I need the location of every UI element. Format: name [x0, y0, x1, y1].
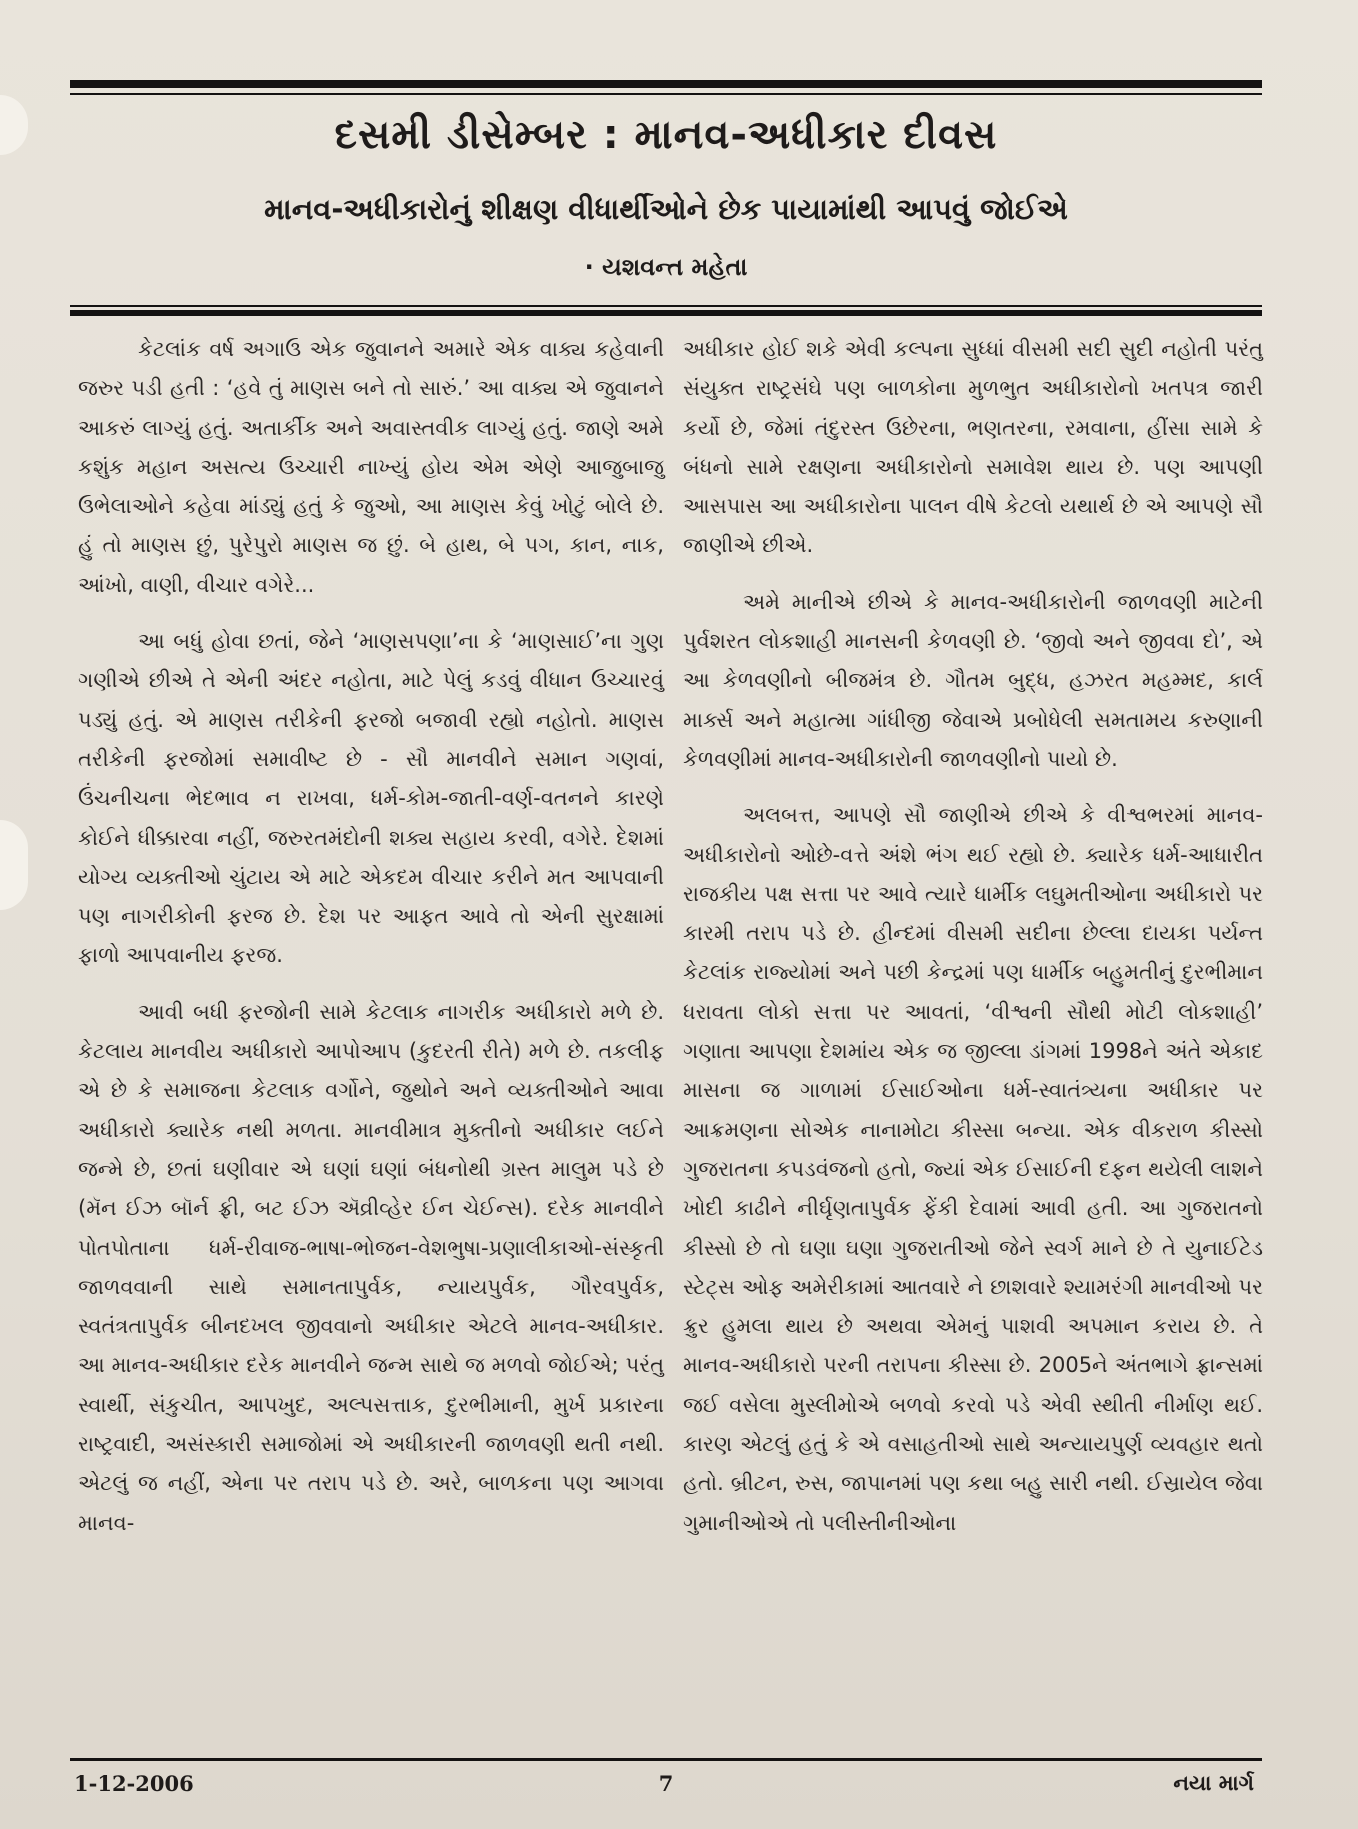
- paragraph: આવી બધી ફરજોની સામે કેટલાક નાગરીક અધીકારો મળે છે. કેટલાય માનવીય અધીકારો આપોઆપ (કુદરતી રીતે) મળે છે. તકલીફ એ છે કે સમાજના કેટલાક વર્ગોને, જુથોને અને વ્યક્તીઓને આવા અધીકારો ક્યારેક નથી મળતા. માનવીમાત્ર મુક્તીનો અધીકાર લઈને જન્મે છે, છતાં ઘણીવાર એ ઘણાં ઘણાં બંધનોથી ગ્રસ્ત માલુમ પડે છે (મૅન ઈઝ બૉર્ન ફ્રી, બટ ઈઝ ઍવ્રીવ્હેર ઈન ચેઈન્સ). દરેક માનવીને પોતપોતાના ધર્મ-રીવાજ-ભાષા-ભોજન-વેશભુષા-પ્રણાલીકાઓ-સંસ્કૃતી જાળવવાની સાથે સમાનતાપુર્વક, ન્યાયપુર્વક, ગૌરવપુર્વક, સ્વતંત્રતાપુર્વક બીનદખલ જીવવાનો અધીકાર એટલે માનવ-અધીકાર. આ માનવ-અધીકાર દરેક માનવીને જન્મ સાથે જ મળવો જોઈએ; પરંતુ સ્વાર્થી, સંકુચીત, આપખુદ, અલ્પસત્તાક, દુરભીમાની, મુર્ખ પ્રકારના રાષ્ટ્રવાદી, અસંસ્કારી સમાજોમાં એ અધીકારની જાળવણી થતી નથી. એટલું જ નહીં, એના પર તરાપ પડે છે. અરે, બાળકના પણ આગવા માનવ-: [78, 999, 664, 1535]
- paragraph: અધીકાર હોઈ શકે એવી કલ્પના સુધ્ધાં વીસમી સદી સુદી નહોતી પરંતુ સંયુક્ત રાષ્ટ્રસંઘે પણ બાળકોના મુળભુત અધીકારોનો ખતપત્ર જારી કર્યો છે, જેમાં તંદુરસ્ત ઉછેરના, ભણતરના, રમવાના, હીંસા સામે કે બંધનો સામે રક્ષણના અધીકારોનો સમાવેશ થાય છે. પણ આપણી આસપાસ આ અધીકારોના પાલન વીષે કેટલો યથાર્થ છે એ આપણે સૌ જાણીએ છીએ.: [683, 337, 1263, 558]
- magazine-name: નયા માર્ગ: [1173, 1771, 1254, 1795]
- right-column: [683, 330, 1263, 1560]
- paragraph: કેટલાંક વર્ષ અગાઉ એક જુવાનને અમારે એક વાક્ય કહેવાની જરુર પડી હતી : ‘હવે તું માણસ બને તો સારું.’ આ વાક્ય એ જુવાનને આકરું લાગ્યું હતું. અતાર્કીક અને અવાસ્તવીક લાગ્યું હતું. જાણે અમે કશુંક મહાન અસત્ય ઉચ્ચારી નાખ્યું હોય એમ એણે આજુબાજુ ઉભેલાઓને કહેવા માંડ્યું હતું કે જુઓ, આ માણસ કેવું ખોટું બોલે છે. હું તો માણસ છું, પુરેપુરો માણસ જ છું. બે હાથ, બે પગ, કાન, નાક, આંખો, વાણી, વીચાર વગેરે...: [78, 337, 664, 597]
- header-bottom-rule-thin: [70, 305, 1262, 307]
- article-author: · યશવન્ત મહેતા: [584, 253, 748, 281]
- top-rule-thin: [70, 93, 1262, 95]
- article-header: [70, 100, 1262, 281]
- paragraph: અમે માનીએ છીએ કે માનવ-અધીકારોની જાળવણી માટેની પુર્વશરત લોકશાહી માનસની કેળવણી છે. ‘જીવો અને જીવવા દો’, એ આ કેળવણીનો બીજમંત્ર છે. ગૌતમ બુદ્ધ, હઝરત મહમ્મદ, કાર્લ માર્ક્સ અને મહાત્મા ગાંધીજી જેવાએ પ્રબોધેલી સમતામય કરુણાની કેળવણીમાં માનવ-અધીકારોની જાળવણીનો પાયો છે.: [683, 589, 1263, 771]
- binding-hole: [0, 95, 28, 155]
- issue-date: 1-12-2006: [74, 1771, 194, 1796]
- page-footer: [70, 1771, 1262, 1801]
- page-number: 7: [658, 1771, 674, 1796]
- top-rule: [70, 80, 1262, 88]
- header-bottom-rule: [70, 310, 1262, 316]
- article-title: દસમી ડીસેમ્બર : માનવ-અધીકાર દીવસ: [334, 112, 998, 158]
- footer-rule: [70, 1758, 1262, 1761]
- paragraph: આ બધું હોવા છતાં, જેને ‘માણસપણા’ના કે ‘માણસાઈ’ના ગુણ ગણીએ છીએ તે એની અંદર નહોતા, માટે પેલું કડવું વીધાન ઉચ્ચારવું પડ્યું હતું. એ માણસ તરીકેની ફરજો બજાવી રહ્યો નહોતો. માણસ તરીકેની ફરજોમાં સમાવીષ્ટ છે - સૌ માનવીને સમાન ગણવાં, ઉંચનીચના ભેદભાવ ન રાખવા, ધર્મ-કોમ-જાતી-વર્ણ-વતનને કારણે કોઈને ધીક્કારવા નહીં, જરુરતમંદોની શક્ય સહાય કરવી, વગેરે. દેશમાં યોગ્ય વ્યક્તીઓ ચુંટાય એ માટે એકદમ વીચાર કરીને મત આપવાની પણ નાગરીકોની ફરજ છે. દેશ પર આફત આવે તો એની સુરક્ષામાં ફાળો આપવાનીય ફરજ.: [78, 629, 664, 968]
- binding-hole: [0, 820, 28, 910]
- left-column: [78, 330, 664, 1560]
- paragraph: અલબત્ત, આપણે સૌ જાણીએ છીએ કે વીશ્વભરમાં માનવ-અધીકારોનો ઓછે-વત્તે અંશે ભંગ થઈ રહ્યો છે. ક્યારેક ધર્મ-આધારીત રાજકીય પક્ષ સત્તા પર આવે ત્યારે ધાર્મીક લઘુમતીઓના અધીકારો પર કારમી તરાપ પડે છે. હીન્દમાં વીસમી સદીના છેલ્લા દાયકા પર્યન્ત કેટલાંક રાજ્યોમાં અને પછી કેન્દ્રમાં પણ ધાર્મીક બહુમતીનું દુરભીમાન ધરાવતા લોકો સત્તા પર આવતાં, ‘વીશ્વની સૌથી મોટી લોકશાહી’ ગણાતા આપણા દેશમાંય એક જ જીલ્લા ડાંગમાં 1998ને અંતે એકાદ માસના જ ગાળામાં ઈસાઈઓના ધર્મ-સ્વાતંત્ર્યના અધીકાર પર આક્રમણના સોએક નાનામોટા કીસ્સા બન્યા. એક વીકરાળ કીસ્સો ગુજરાતના કપડવંજનો હતો, જ્યાં એક ઈસાઈની દફન થયેલી લાશને ખોદી કાઢીને નીર્ઘૃણતાપુર્વક ફેંકી દેવામાં આવી હતી. આ ગુજરાતનો કીસ્સો છે તો ઘણા ઘણા ગુજરાતીઓ જેને સ્વર્ગ માને છે તે યુનાઈટેડ સ્ટેટ્સ ઓફ અમેરીકામાં આતવારે ને છાશવારે શ્યામરંગી માનવીઓ પર ક્રુર હુમલા થાય છે અથવા એમનું પાશવી અપમાન કરાય છે. તે માનવ-અધીકારો પરની તરાપના કીસ્સા છે. 2005ને અંતભાગે ફ્રાન્સમાં જઈ વસેલા મુસ્લીમોએ બળવો કરવો પડે એવી સ્થીતી નીર્માણ થઈ. કારણ એટલું હતું કે એ વસાહતીઓ સાથે અન્યાયપુર્ણ વ્યવહાર થતો હતો. બ્રીટન, રુસ, જાપાનમાં પણ કથા બહુ સારી નથી. ઈસ્રાયેલ જેવા ગુમાનીઓએ તો પલીસ્તીનીઓના: [683, 803, 1263, 1535]
- article-subtitle: માનવ-અધીકારોનું શીક્ષણ વીધાર્થીઓને છેક પાયામાંથી આપવું જોઈએ: [264, 192, 1068, 226]
